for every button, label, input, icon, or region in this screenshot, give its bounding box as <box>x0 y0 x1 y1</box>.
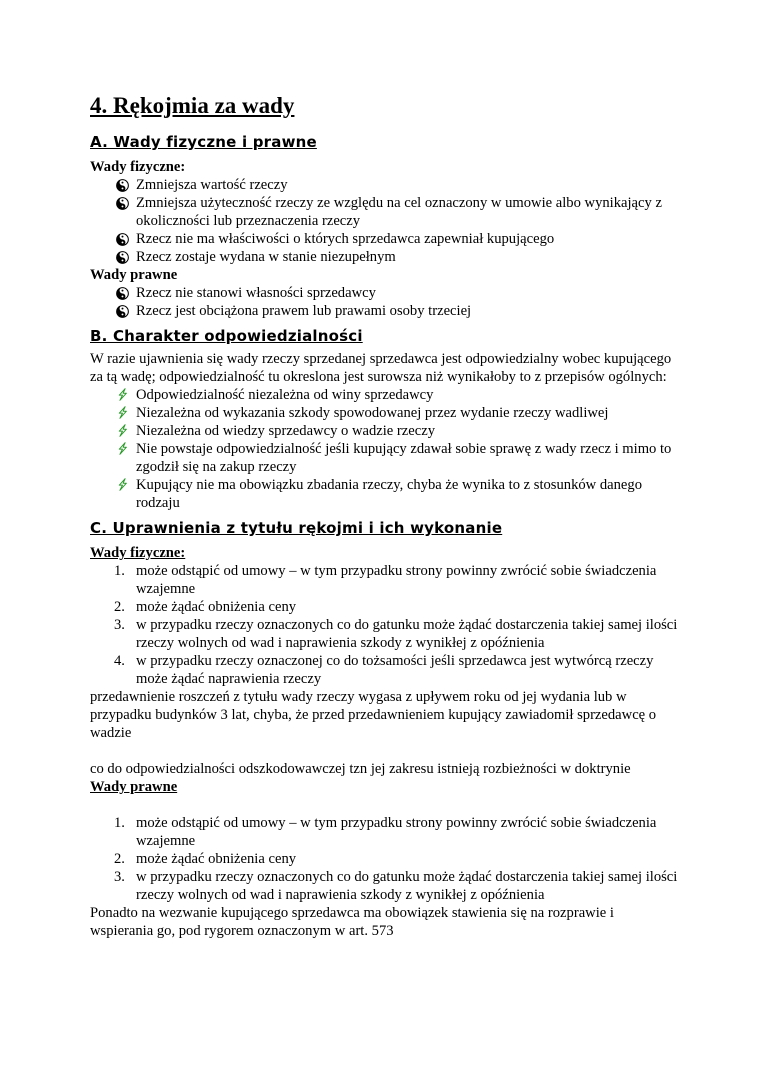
list-item: Rzecz nie ma właściwości o których sprzedawca zapewniał kupującego <box>116 230 680 248</box>
physical-defects-list <box>90 176 680 266</box>
list-item: Rzecz jest obciążona prawem lub prawami osoby trzeciej <box>116 302 680 320</box>
list-item: Kupujący nie ma obowiązku zbadania rzeczy, chyba że wynika to z stosunków danego rodzaju <box>116 476 680 512</box>
section-b-intro: W razie ujawnienia się wady rzeczy sprzedanej sprzedawca jest odpowiedzialny wobec kupującego za tą wadę; odpowiedzialność tu okreslona jest surowsza niż wynikałoby to z przepisów ogólnych: <box>90 351 672 385</box>
list-item: 1. może odstąpić od umowy – w tym przypadku strony powinny zwrócić sobie świadczenia wzajemne <box>114 563 657 597</box>
lightning-bullet-icon <box>116 478 129 491</box>
legal-defects-list <box>90 284 680 320</box>
closing-paragraph: Ponadto na wezwanie kupującego sprzedawca ma obowiązek stawienia się na rozprawie i wspierania go, pod rygorem oznaczonym w art. 573 <box>90 905 614 939</box>
prescription-paragraph: przedawnienie roszczeń z tytułu wady rzeczy wygasa z upływem roku od jej wydania lub w przypadku budynków 3 lat, chyba, że przed przedawnieniem kupujący zawiadomił sprzedawcę o wadzie <box>90 689 657 741</box>
rights-legal-list <box>90 814 680 904</box>
section-a-heading: A. Wady fizyczne i prawne <box>90 133 317 151</box>
list-item: Niezależna od wiedzy sprzedawcy o wadzie rzeczy <box>116 422 680 440</box>
lightning-bullet-icon <box>116 406 129 419</box>
list-item: Odpowiedzialność niezależna od winy sprzedawcy <box>116 386 680 404</box>
list-item: Rzecz nie stanowi własności sprzedawcy <box>116 284 680 302</box>
list-item: 3. w przypadku rzeczy oznaczonych co do gatunku może żądać dostarczenia takiej samej ilości rzeczy wolnych od wad i naprawienia szkody z wynikłej z opóźnienia <box>114 617 678 651</box>
list-item: 2. może żądać obniżenia ceny <box>114 851 297 867</box>
list-item: Niezależna od wykazania szkody spowodowanej przez wydanie rzeczy wadliwej <box>116 404 680 422</box>
damages-paragraph: co do odpowiedzialności odszkodowawczej tzn jej zakresu istnieją rozbieżności w doktrynie <box>90 761 631 777</box>
liability-features-list <box>90 386 680 512</box>
rights-physical-label: Wady fizyczne: <box>90 545 186 561</box>
legal-defects-label: Wady prawne <box>90 267 178 283</box>
section-c-heading: C. Uprawnienia z tytułu rękojmi i ich wykonanie <box>90 519 503 537</box>
rights-legal-label: Wady prawne <box>90 779 178 795</box>
document-content <box>90 92 680 940</box>
physical-defects-label: Wady fizyczne: <box>90 159 186 175</box>
list-item: Zmniejsza wartość rzeczy <box>116 176 680 194</box>
page-title: 4. Rękojmia za wady <box>90 93 295 118</box>
lightning-bullet-icon <box>116 388 129 401</box>
yin-yang-bullet-icon <box>116 179 129 192</box>
rights-physical-list <box>90 562 680 688</box>
lightning-bullet-icon <box>116 442 129 455</box>
list-item: 3. w przypadku rzeczy oznaczonych co do gatunku może żądać dostarczenia takiej samej ilości rzeczy wolnych od wad i naprawienia szkody z wynikłej z opóźnienia <box>114 869 678 903</box>
yin-yang-bullet-icon <box>116 197 129 210</box>
list-item: Zmniejsza użyteczność rzeczy ze względu na cel oznaczony w umowie albo wynikający z okoliczności lub przeznaczenia rzeczy <box>116 194 680 230</box>
yin-yang-bullet-icon <box>116 233 129 246</box>
yin-yang-bullet-icon <box>116 251 129 264</box>
section-b-heading: B. Charakter odpowiedzialności <box>90 327 363 345</box>
list-item: 4. w przypadku rzeczy oznaczonej co do tożsamości jeśli sprzedawca jest wytwórcą rzeczy może żądać naprawienia rzeczy <box>114 653 654 687</box>
yin-yang-bullet-icon <box>116 287 129 300</box>
lightning-bullet-icon <box>116 424 129 437</box>
yin-yang-bullet-icon <box>116 305 129 318</box>
list-item: 1. może odstąpić od umowy – w tym przypadku strony powinny zwrócić sobie świadczenia wzajemne <box>114 815 657 849</box>
list-item: Nie powstaje odpowiedzialność jeśli kupujący zdawał sobie sprawę z wady rzecz i mimo to zgodził się na zakup rzeczy <box>116 440 680 476</box>
list-item: 2. może żądać obniżenia ceny <box>114 599 297 615</box>
list-item: Rzecz zostaje wydana w stanie niezupełnym <box>116 248 680 266</box>
